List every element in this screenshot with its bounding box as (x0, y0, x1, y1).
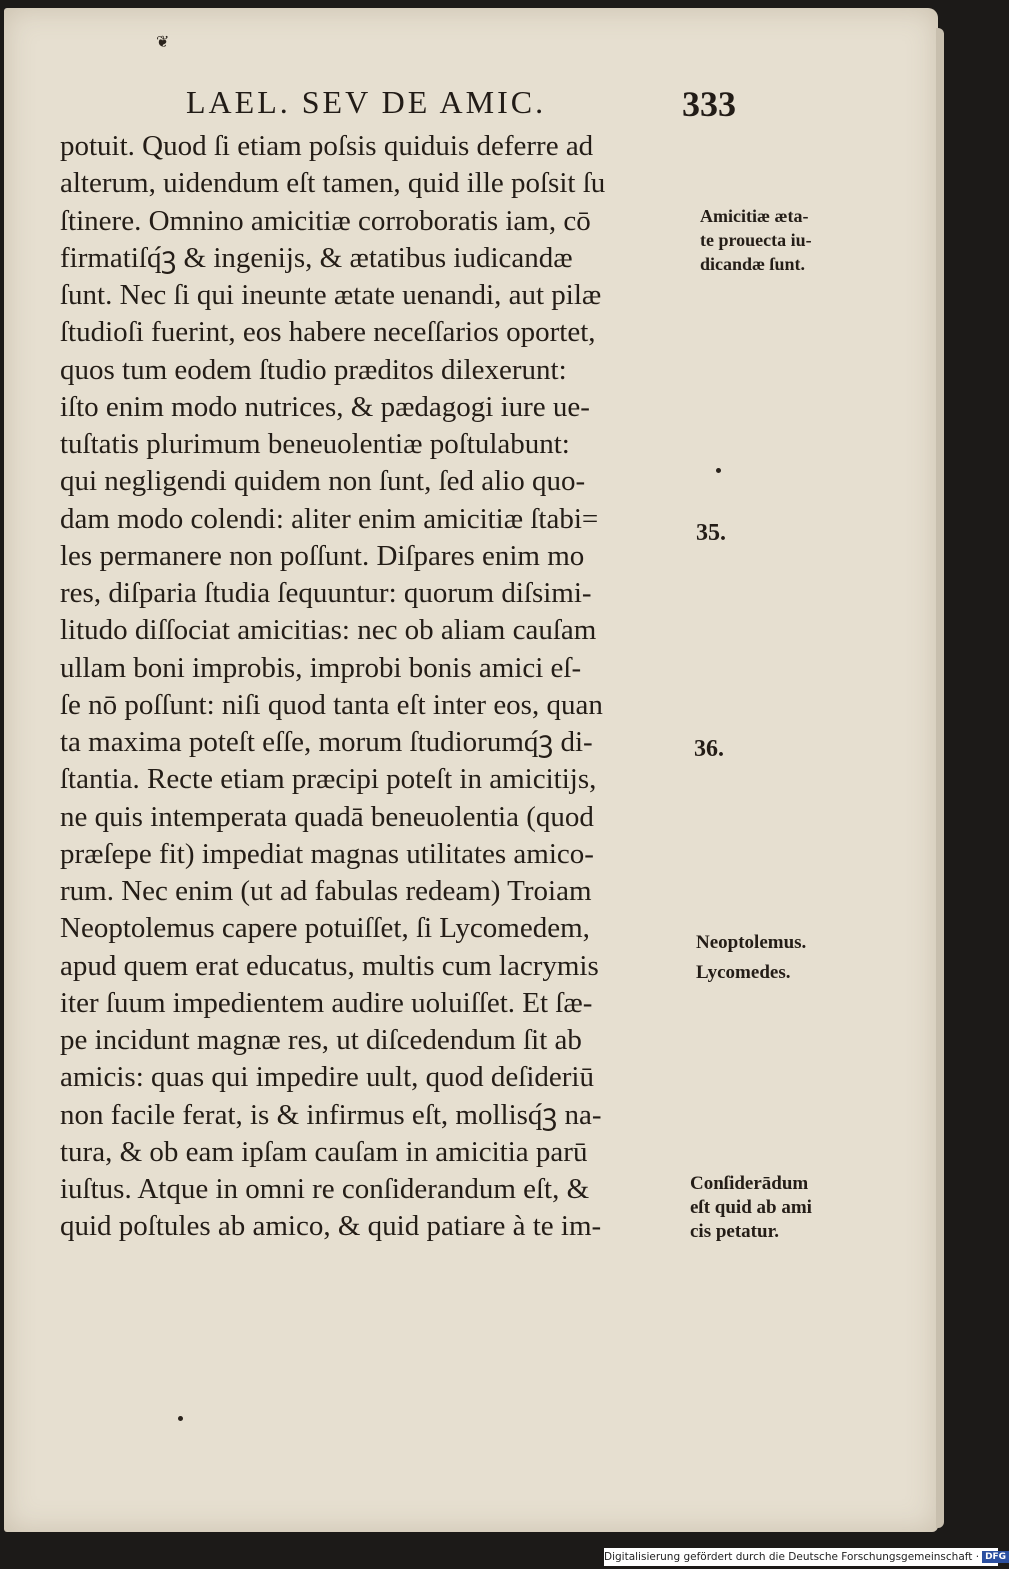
marginal-note-line: cis petatur. (690, 1221, 780, 1242)
dfg-logo[interactable]: DFG (982, 1551, 1009, 1563)
marginal-note-line: dicandæ ſunt. (700, 254, 806, 274)
text-line: apud quem erat educatus, multis cum lacrymis (60, 949, 599, 982)
text-line: iſto enim modo nutrices, & pædagogi iure ue- (60, 390, 590, 423)
marginal-note-aetas (700, 204, 812, 276)
marginal-note-line: eſt quid ab ami (690, 1197, 812, 1218)
ornament-mark: ❦ (156, 32, 170, 51)
ink-speck (716, 468, 721, 473)
text-line: ſtinere. Omnino amicitiæ corroboratis iam, cō (60, 204, 591, 237)
marginal-note-considerandum (690, 1172, 812, 1244)
marginal-note-line: te prouecta iu- (700, 230, 812, 250)
text-line: rum. Nec enim (ut ad fabulas redeam) Troiam (60, 875, 592, 907)
digitization-credit (604, 1548, 1007, 1566)
running-head: LAEL. SEV DE AMIC. (186, 84, 547, 120)
text-line: litudo diſſociat amicitias: nec ob aliam cauſam (60, 614, 597, 647)
marginal-note-line: Amicitiæ æta- (700, 206, 809, 226)
text-line: firmatiſq́ꝫ & ingenijs, & ætatibus iudicandæ (60, 241, 573, 274)
ink-speck (178, 1416, 183, 1421)
text-line: ſtantia. Recte etiam præcipi poteſt in amicitijs, (60, 763, 597, 796)
text-line: amicis: quas qui impedire uult, quod deſideriū (60, 1061, 594, 1094)
text-line: ullam boni improbis, improbi bonis amici eſ- (60, 651, 582, 684)
text-line: Neoptolemus capere potuiſſet, ſi Lycomedem, (60, 912, 590, 945)
text-line: tuſtatis plurimum beneuolentiæ poſtulabunt: (60, 428, 570, 460)
marginal-note-line: Neoptolemus. (696, 932, 807, 953)
text-line: iter ſuum impedientem audire uoluiſſet. Et ſæ- (60, 986, 593, 1019)
credit-text: Digitalisierung gefördert durch die Deutsche Forschungsgemeinschaft · (604, 1551, 980, 1563)
text-line: potuit. Quod ſi etiam poſsis quiduis deferre ad (60, 130, 594, 162)
section-number-36: 36. (694, 736, 724, 762)
marginal-note-line: Conſiderādum (690, 1173, 809, 1194)
text-line: pe incidunt magnæ res, ut diſcedendum ſit ab (60, 1024, 582, 1056)
text-line: quid poſtules ab amico, & quid patiare à te im- (60, 1210, 602, 1243)
text-line: ſe nō poſſunt: niſi quod tanta eſt inter eos, quan (60, 688, 603, 721)
text-line: dam modo colendi: aliter enim amicitiæ ſtabi= (60, 502, 599, 535)
section-number-35: 35. (696, 520, 726, 546)
text-line: les permanere non poſſunt. Diſpares enim mo (60, 539, 585, 572)
text-line: non facile ferat, is & infirmus eſt, mollisq́ꝫ na- (60, 1098, 602, 1131)
marginal-note-line: Lycomedes. (696, 962, 791, 983)
marginal-note-neoptolemus (696, 928, 806, 988)
text-line: iuſtus. Atque in omni re conſiderandum eſt, & (60, 1173, 590, 1205)
text-line: alterum, uidendum eſt tamen, quid ille poſsit ſu (60, 167, 606, 200)
text-line: ſunt. Nec ſi qui ineunte ætate uenandi, aut pilæ (60, 279, 602, 311)
text-line: ta maxima poteſt eſſe, morum ſtudiorumq́ꝫ di- (60, 726, 593, 758)
text-line: præſepe fit) impediat magnas utilitates amico- (60, 837, 594, 870)
text-line: ne quis intemperata quadā beneuolentia (quod (60, 800, 594, 833)
text-line: tura, & ob eam ipſam cauſam in amicitia parū (60, 1135, 588, 1168)
body-text (60, 128, 700, 1246)
text-line: quos tum eodem ſtudio præditos dilexerunt: (60, 353, 567, 386)
page-edge (936, 28, 944, 1528)
text-line: qui negligendi quidem non ſunt, ſed alio quo- (60, 465, 586, 498)
page-number: 333 (682, 84, 736, 124)
text-line: res, diſparia ſtudia ſequuntur: quorum diſsimi- (60, 577, 592, 609)
text-line: ſtudioſi fuerint, eos habere neceſſarios oportet, (60, 316, 596, 349)
